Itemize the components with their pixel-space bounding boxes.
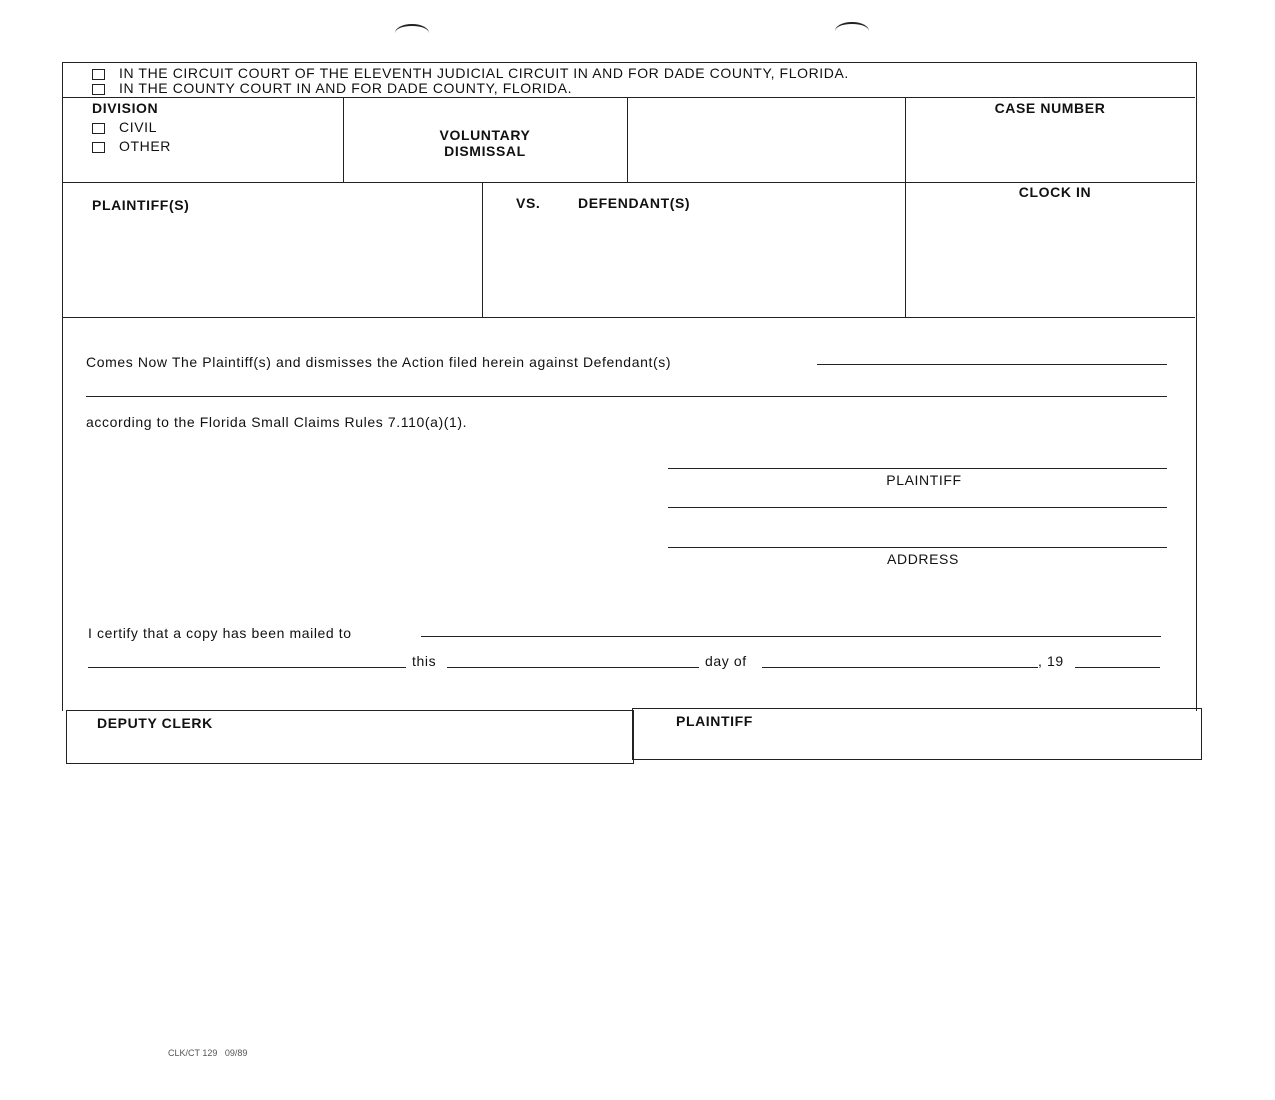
mailed-to-line[interactable] (421, 636, 1161, 637)
according-text: according to the Florida Small Claims Rules 7.110(a)(1). (86, 414, 468, 430)
plaintiff-footer-label: PLAINTIFF (676, 713, 753, 729)
divider (62, 182, 1195, 183)
vs-label: VS. (516, 195, 541, 211)
punch-hole-left (395, 24, 429, 42)
address-line-1[interactable] (668, 507, 1167, 508)
checkbox[interactable] (92, 69, 105, 80)
defendant-name-line-2[interactable] (86, 396, 1167, 397)
divider (62, 97, 1195, 98)
form-code: CLK/CT 129 09/89 (168, 1048, 248, 1058)
month-line[interactable] (762, 667, 1038, 668)
county-court-option[interactable] (92, 80, 572, 96)
civil-option[interactable] (92, 119, 157, 135)
certify-text: I certify that a copy has been mailed to (88, 625, 352, 641)
form-title (343, 127, 627, 159)
checkbox[interactable] (92, 123, 105, 134)
checkbox[interactable] (92, 84, 105, 95)
divider (905, 97, 906, 317)
divider (627, 97, 628, 183)
defendant-name-line[interactable] (817, 364, 1167, 365)
case-number-label: CASE NUMBER (994, 100, 1106, 116)
this-label: this (412, 653, 437, 669)
divider (62, 317, 1195, 318)
day-of-label: day of (705, 653, 747, 669)
deputy-clerk-label: DEPUTY CLERK (97, 715, 213, 731)
plaintiff-signature-line[interactable] (668, 468, 1167, 469)
year-line[interactable] (1075, 667, 1160, 668)
address-label: ADDRESS (887, 551, 959, 567)
defendants-label: DEFENDANT(S) (578, 195, 691, 211)
plaintiffs-label: PLAINTIFF(S) (92, 197, 190, 213)
divider (482, 182, 483, 318)
circuit-court-option[interactable] (92, 65, 849, 81)
form-frame (62, 62, 1197, 711)
title-line-1: VOLUNTARY (439, 127, 531, 143)
circuit-court-label: IN THE CIRCUIT COURT OF THE ELEVENTH JUDICIAL CIRCUIT IN AND FOR DADE COUNTY, FLORIDA. (119, 65, 849, 81)
plaintiff-signature-label: PLAINTIFF (886, 472, 962, 488)
comes-now-text: Comes Now The Plaintiff(s) and dismisses the Action filed herein against Defendant(s) (86, 354, 672, 370)
year-label: , 19 (1038, 653, 1064, 669)
title-line-2: DISMISSAL (444, 143, 526, 159)
day-line[interactable] (447, 667, 699, 668)
punch-hole-right (835, 22, 869, 40)
division-label: DIVISION (92, 100, 159, 116)
other-option[interactable] (92, 138, 171, 154)
clock-in-label: CLOCK IN (1018, 184, 1092, 200)
civil-label: CIVIL (119, 119, 158, 135)
county-court-label: IN THE COUNTY COURT IN AND FOR DADE COUNTY, FLORIDA. (119, 80, 573, 96)
checkbox[interactable] (92, 142, 105, 153)
other-label: OTHER (119, 138, 171, 154)
address-line-2[interactable] (668, 547, 1167, 548)
mailed-to-line-2[interactable] (88, 667, 406, 668)
